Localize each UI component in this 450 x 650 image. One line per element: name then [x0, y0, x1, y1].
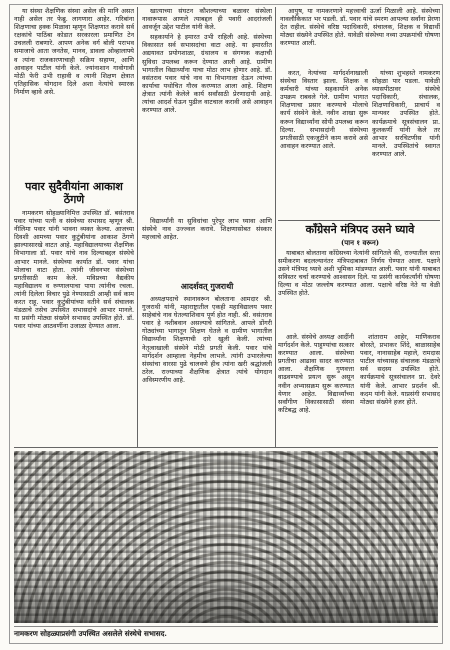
divider — [14, 447, 438, 448]
article-headline-congress: कॉंग्रेसने मंत्रिपद उसने घ्यावे — [305, 223, 415, 236]
article-column-e — [360, 333, 440, 445]
article-paragraph: यांच्या शुभहस्ते नामकरण सोहळा पार पडला. यावेळी व्यासपीठावर संस्थेचे पदाधिकारी, संचालक, शिक्षणाधिकारी, प्राचार्य व मान्यवर उपस्थित होते. कार्यक्रमाचे सूत्रसंचालन प्रा. कुलकर्णी यांनी केले तर आभार सरचिटणीस यांनी मानले. उपस्थितांचे स्वागत करण्यात आले. — [372, 69, 440, 158]
article-paragraph: आले. संस्थेचे अध्यक्ष आदींनी मार्गदर्शन केले. पाहुण्यांचा सत्कार करण्यात आला. संस्थेच्या प्रगतीचा आढावा सादर करण्यात आला. शैक्षणिक गुणवत्ता वाढवण्याचे प्रयत्न सुरू असून नवीन अभ्यासक्रम सुरू करण्यात येणार आहेत. विद्यार्थ्यांच्या सर्वांगीण विकासासाठी संस्था कटिबद्ध आहे. — [278, 333, 354, 414]
article-paragraph: याबाबत बोलताना कॉंग्रेसच्या नेत्यांनी सांगितले की, राज्यातील सत्ता समीकरण बदलल्यानंतर मंत्रिपदाबाबत निर्णय घेण्यात आला. पक्षाने उसने मंत्रिपद घ्यावे अशी भूमिका मांडण्यात आली. पवार यांनी याबाबत सविस्तर चर्चा करण्याचे आश्वासन दिले. या प्रसंगी कार्यकर्त्यांनी घोषणा दिल्या व मोठा जल्लोष करण्यात आला. पक्षाचे वरिष्ठ नेते या वेळी उपस्थित होते. — [278, 249, 440, 298]
article-column-1-body — [14, 209, 134, 445]
article-paragraph: सहकार्याने हे इमारत उभी राहिली आहे. संस्थेच्या विकासात सर्व सभासदांचा वाटा आहे. या इमारतीत अद्ययावत प्रयोगशाळा, ग्रंथालय व संगणक कक्षाची सुविधा उपलब्ध करून देण्यात आली आहे. ग्रामीण भागातील विद्यार्थ्यांना याचा मोठा लाभ होणार आहे. डॉ. वसंतराव पवार यांचे नाव या विभागाला देऊन त्यांच्या कार्याचा यथोचित गौरव करण्यात आला आहे. शिक्षण क्षेत्रात त्यांनी केलेले कार्य सर्वांसाठी प्रेरणादायी आहे. त्यांचा आदर्श घेऊन पुढील वाटचाल करावी असे आवाहन करण्यात आले. — [142, 33, 272, 115]
article-intro — [278, 249, 440, 329]
article-paragraph: शांताराम आहेर, माणिकराव बोरस्ते, प्रभाकर शिंदे, बाळासाहेब पवार, नानासाहेब महाले, रामदास पाटील यांच्यासह संचालक मंडळाचे सर्व सदस्य उपस्थित होते. कार्यक्रमाचे सूत्रसंचालन प्रा. देवरे यांनी केले. आभार प्रदर्शन श्री. कदम यांनी केले. याप्रसंगी सभासद मोठ्या संख्येने हजर होते. — [360, 333, 440, 406]
column-divider — [137, 7, 138, 447]
article-subheadline: (पान १ वरून) — [340, 238, 380, 247]
subheading-gujarathi: आदर्शवत् गुजराथी — [180, 282, 234, 291]
article-column-d — [278, 333, 354, 445]
crowd-photo — [14, 451, 438, 623]
article-paragraph: आयुष, या नामकरणाने महत्त्वाची ऊर्जा मिळाली आहे. संस्थेच्या नावलौकिकात भर पडली. डॉ. पवार यांचे स्मरण आपल्या सर्वांना प्रेरणा देत राहील. संस्थेचे वरिष्ठ पदाधिकारी, संचालक, शिक्षक व विद्यार्थी मोठ्या संख्येने उपस्थित होते. यावेळी संस्थेच्या नव्या उपक्रमांची घोषणा करण्यात आली. — [280, 7, 440, 48]
article-paragraph: अध्यक्षपदाचे स्थानावरून बोलताना आमदार श्री. गुजराथी यांनी, महाराष्ट्रातील एकही महाविद्यालय पवार साहेबांचे नाव घेतल्याशिवाय पूर्ण होत नाही. श्री. वसंतराव पवार हे नशीबवान असल्याचे सांगितले. आपले डोंगरी गोठ्यांच्या भागातून शिक्षण घेतले व ग्रामीण भागातील विद्यार्थ्यांना शिक्षणाची दारे खुली केली. त्यांच्या नेतृत्वाखाली संस्थेने मोठी प्रगती केली. पवार यांचे मार्गदर्शन आम्हाला नेहमीच लाभले. त्यांनी उभारलेल्या संस्थांचा वारसा पुढे चालवणे हीच त्यांना खरी श्रद्धांजली ठरेल. राज्याच्या शैक्षणिक क्षेत्रात त्यांचे योगदान अविस्मरणीय आहे. — [142, 295, 272, 384]
article-column-3b — [280, 69, 368, 221]
article-paragraph: विद्यार्थ्यांनी या सुविधांचा पुरेपूर लाभ घ्यावा आणि संस्थेचे नाव उज्ज्वल करावे. शिक्षणासोबत संस्कार महत्त्वाचे आहेत. — [142, 217, 272, 242]
article-column-3 — [280, 7, 440, 67]
article-paragraph: खात्याच्या संघटन कौशल्याच्या बळावर संस्थेला नावारूपास आणले त्याबद्दल ही पवारी आदरांजली आवर्जून उद्देश पाटील यांनी केले. — [142, 7, 272, 32]
article-paragraph: नामकरण सोहळ्यानिमित्त उपस्थित डॉ. बसंतराव पवार यांच्या पत्नी व संस्थेच्या सभासद म्हणून श्री. नीलिमा पवार यांनी भावना व्यक्त केल्या. आजच्या दिवशी आमच्या पवार कुटुंबीयांना आकाश ठेंगणे झाल्यासारखे वाटत आहे. महाविद्यालयाच्या शैक्षणिक विभागाला डॉ. पवार यांचे नाव दिल्याबद्दल संस्थेचे आभार मानले. संस्थेच्या कार्यात डॉ. पवार यांचा मोलाचा वाटा होता. त्यांनी जीवनभर संस्थेच्या प्रगतीसाठी काम केले. मविप्रच्या वैद्यकीय महाविद्यालय व रुग्णालयाचा पाया त्यांनीच रचला. त्यांनी दिलेला विचार पुढे नेण्यासाठी आम्ही सर्व काम करत राहू. पवार कुटुंबीयांच्या वतीने सर्व संचालक मंडळाचे तसेच उपस्थित सभासदांचे आभार मानले. या प्रसंगी मोठ्या संख्येने सभासद उपस्थित होते. डॉ. पवार यांच्या आठवणींना उजाळा देण्यात आला. — [14, 209, 134, 331]
newspaper-page — [9, 4, 443, 644]
article-column-2c — [142, 295, 272, 445]
article-column-2b — [142, 217, 272, 257]
article-paragraph: या संस्था शैक्षणिक संस्था असेल की मानि असत नाही असेल तर फेब्रु. लागणारा आहेर. गरिबांना शिक्षणाचा हक्क मिळावा म्हणून शिक्षणात करावे सर्व रक्षकांचे पाठिंबा कोडात सरकारला प्रमाणित टेन उचलली राबणारे. आपण अनेक वर्ग बोली पराभव समाजाचे आता जनतेस, मानव, डावला ओव्हालाफ्ये व त्यांना राजकारणाचाही सक्रिय सहाय्य, आणि आवाहन पाटील यांनी केले. ज्यांनाशान गावोगावी मोठी फेरी उभी राहावी व त्यानी शिक्षण क्षेत्रात एतिहासिक योगदान दिले अशा नेत्यांचे स्मारक निर्माण व्हावे असे. — [14, 7, 134, 96]
article-column-3c — [372, 69, 440, 221]
divider — [278, 220, 440, 221]
column-divider — [275, 7, 276, 447]
photo-caption: नामकरण सोहळ्याप्रसंगी उपस्थित असलेले संस्थेचे सभासद. — [14, 626, 438, 639]
article-headline-pawar: पवार सुदैवीयांना आकाश ठेंगणे — [25, 180, 123, 206]
photo-foreground-shade — [14, 565, 438, 623]
article-column-2 — [142, 7, 272, 212]
article-paragraph: करत, नेत्यांच्या मार्गदर्शनाखाली संस्थेचा विस्तार झाला. शिक्षक व कर्मचारी यांच्या सहकार्याने अनेक उपक्रम राबवले गेले. ग्रामीण भागात शिक्षणाचा प्रसार करण्याचे मोलाचे कार्य संस्थेने केले. नवीन शाखा सुरू करून विद्यार्थ्यांना सोयी उपलब्ध करून दिल्या. सभासदांनी संस्थेच्या प्रगतीसाठी एकजुटीने काम करावे असे आवाहन करण्यात आले. — [280, 69, 368, 150]
